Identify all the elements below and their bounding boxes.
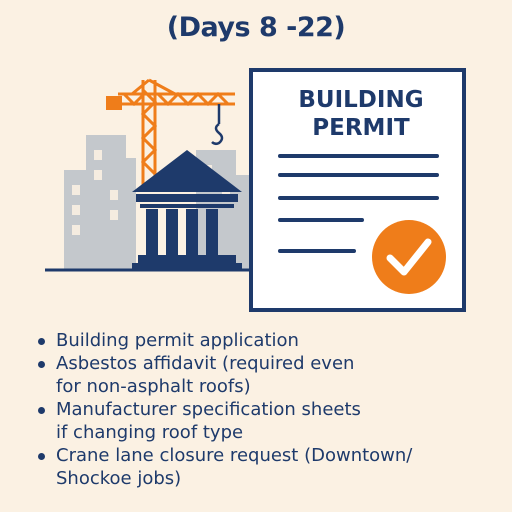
permit-title-line2: PERMIT [312,115,410,141]
permit-title-line1: BUILDING [298,87,424,113]
list-item-text: Crane lane closure request (Downtown/ [56,445,413,466]
crane-hook-icon [212,104,222,144]
check-badge-icon [372,220,446,294]
list-item [30,444,500,490]
page-title: (Days 8 -22) [166,12,346,43]
list-item-text: Shockoe jobs) [56,468,182,489]
list-item [30,352,500,398]
list-item [30,329,500,352]
requirements-checklist [30,329,500,490]
list-item-text: Manufacturer specification sheets [56,399,361,420]
list-item [30,398,500,444]
list-item-text: if changing roof type [56,422,244,443]
list-item-text: Building permit application [56,330,299,351]
list-item-text: Asbestos affidavit (required even [56,353,355,374]
list-item-text: for non-asphalt roofs) [56,376,251,397]
